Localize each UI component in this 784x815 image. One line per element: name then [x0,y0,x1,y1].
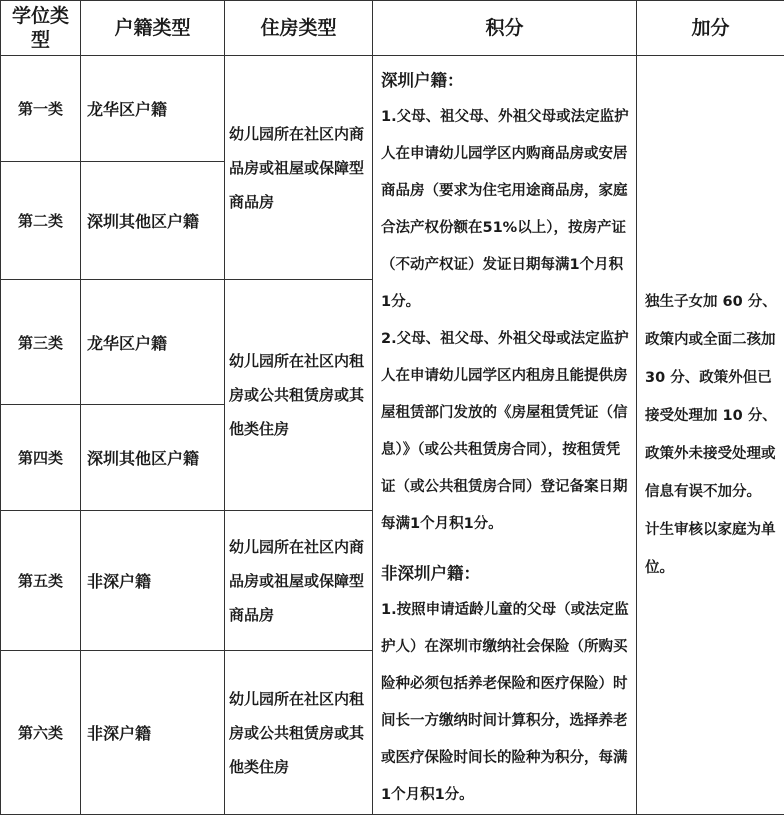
housing-cell: 幼儿园所在社区内租房或公共租赁房或其他类住房 [225,280,373,511]
header-row [1,1,784,56]
bonus-text: 独生子女加 60 分、政策内或全面二孩加 30 分、政策外但已接受处理加 10 分、政策外未接受处理或信息有误不加分。 [645,294,777,500]
hukou-cell: 非深户籍 [81,651,225,815]
category-cell: 第五类 [1,511,81,651]
non-shenzhen-section-title: 非深圳户籍： [381,555,630,592]
category-cell: 第二类 [1,162,81,280]
hukou-cell: 龙华区户籍 [81,56,225,162]
header-housing: 住房类型 [225,1,373,56]
header-hukou: 户籍类型 [81,1,225,56]
hukou-cell: 龙华区户籍 [81,280,225,405]
housing-cell: 幼儿园所在社区内租房或公共租赁房或其他类住房 [225,651,373,815]
bonus-cell [637,56,784,815]
category-cell: 第一类 [1,56,81,162]
housing-cell: 幼儿园所在社区内商品房或祖屋或保障型商品房 [225,511,373,651]
table-row [1,56,784,162]
points-cell [373,56,637,815]
non-shenzhen-rule-1: 1.按照申请适龄儿童的父母（或法定监护人）在深圳市缴纳社会保险（所购买险种必须包括养老保险和医疗保险）时间长一方缴纳时间计算积分，选择养老或医疗保险时间长的险种为积分，每满1个月积1分。 [381,592,630,814]
hukou-cell: 非深户籍 [81,511,225,651]
housing-cell: 幼儿园所在社区内商品房或祖屋或保障型商品房 [225,56,373,280]
hukou-cell: 深圳其他区户籍 [81,405,225,511]
header-points: 积分 [373,1,637,56]
category-cell: 第六类 [1,651,81,815]
header-bonus: 加分 [637,1,784,56]
header-category: 学位类型 [1,1,81,56]
category-cell: 第三类 [1,280,81,405]
bonus-note: 计生审核以家庭为单位。 [645,522,776,576]
category-cell: 第四类 [1,405,81,511]
shenzhen-rule-1: 1.父母、祖父母、外祖父母或法定监护人在申请幼儿园学区内购商品房或安居商品房（要求为住宅用途商品房，家庭合法产权份额在51%以上），按房产证（不动产权证）发证日期每满1个月积1分。 [381,99,630,321]
shenzhen-rule-2: 2.父母、祖父母、外祖父母或法定监护人在申请幼儿园学区内租房且能提供房屋租赁部门发放的《房屋租赁凭证（信息）》（或公共租赁房合同），按租赁凭证（或公共租赁房合同）登记备案日期每满1个月积1分。 [381,321,630,543]
hukou-cell: 深圳其他区户籍 [81,162,225,280]
shenzhen-section-title: 深圳户籍： [381,62,630,99]
